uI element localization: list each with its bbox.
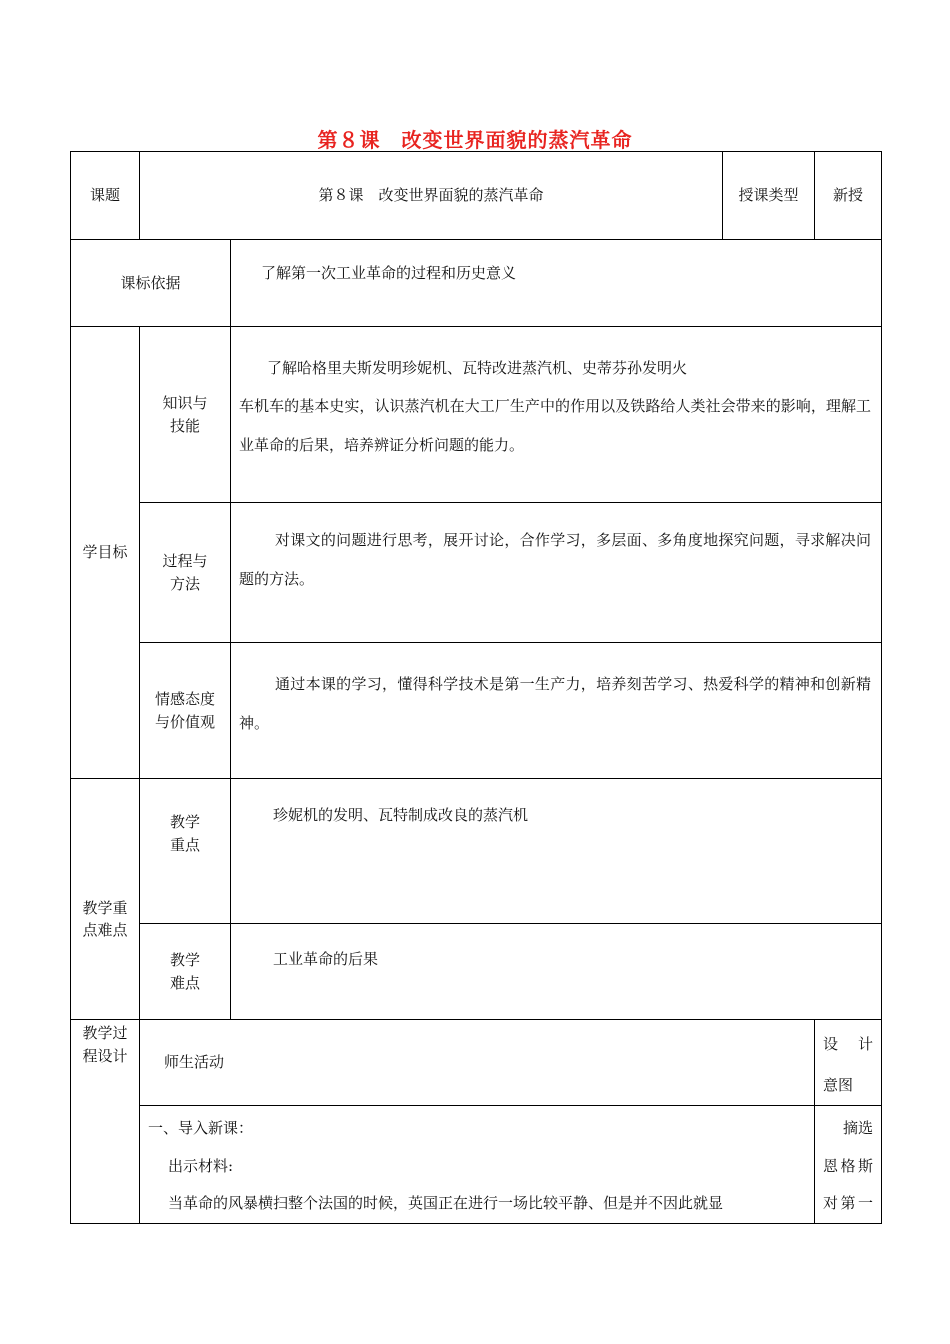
objective-label-line: 过程与 [162,552,208,570]
objective-label-line: 方法 [169,574,200,593]
key-points-label-line: 教学重 [82,898,128,917]
difficulty-row [71,924,882,1020]
key-points-label [71,779,140,1020]
topic-label: 课题 [71,152,140,240]
intro-content [140,1106,815,1224]
topic-row [71,152,882,240]
difficulty-label-line: 难点 [169,973,200,992]
objective-text-process: 对课文的问题进行思考，展开讨论，合作学习，多层面、多角度地探究问题，寻求解决问题的方法。 [231,503,882,643]
difficulty-label [140,924,231,1020]
standard-row [71,240,882,327]
topic-value: 第８课 改变世界面貌的蒸汽革命 [140,152,723,240]
activity-header: 师生活动 [140,1020,815,1106]
objective-label-line: 知识与 [162,394,208,412]
key-points-label-line: 点难点 [82,921,128,939]
objective-label-values [140,643,231,779]
focus-label-line: 教学 [169,813,200,831]
process-header-row [71,1020,882,1106]
intent-header-line: 意图 [823,1075,854,1094]
focus-row [71,779,882,924]
objective-label-line: 技能 [169,416,200,435]
focus-text: 珍妮机的发明、瓦特制成改良的蒸汽机 [231,779,882,924]
process-label [71,1020,140,1224]
objective-label-knowledge [140,327,231,503]
objective-text-rest: 车机车的基本史实，认识蒸汽机在大工厂生产中的作用以及铁路给人类社会带来的影响，理解工业革命的后果，培养辨证分析问题的能力。 [239,397,872,454]
intro-section-title: 一、导入新课： [148,1119,254,1137]
intro-intent-line: 恩格斯 [823,1156,874,1175]
objectives-label: 学目标 [71,327,140,779]
process-label-line: 教学过 [82,1024,128,1042]
difficulty-label-line: 教学 [169,951,200,969]
focus-label [140,779,231,924]
objective-text-line: 了解哈格里夫斯发明珍妮机、瓦特改进蒸汽机、史蒂芬孙发明火 [267,359,688,377]
difficulty-text: 工业革命的后果 [231,924,882,1020]
objective-text-knowledge [231,327,882,503]
process-label-line: 程设计 [82,1046,128,1065]
page-title: 第８课 改变世界面貌的蒸汽革命 [317,128,633,152]
objective-row-process [71,503,882,643]
intro-intent-line: 摘选 [843,1119,874,1137]
lesson-type-value: 新授 [815,152,882,240]
intro-material-label: 出示材料: [168,1156,234,1175]
standard-label: 课标依据 [71,240,231,327]
objective-label-line: 情感态度 [154,690,215,708]
standard-text: 了解第一次工业革命的过程和历史意义 [231,240,882,327]
focus-label-line: 重点 [169,835,200,854]
intro-intent [815,1106,882,1224]
objective-label-line: 与价值观 [154,712,215,731]
intent-header-line: 设 计 [823,1035,874,1053]
intro-intent-line: 对第一 [823,1194,874,1212]
lesson-plan-table [70,151,882,1224]
intent-header [815,1020,882,1106]
objective-row-values [71,643,882,779]
intro-row [71,1106,882,1224]
objective-row-knowledge [71,327,882,503]
objective-text-values: 通过本课的学习，懂得科学技术是第一生产力，培养刻苦学习、热爱科学的精神和创新精神。 [231,643,882,779]
lesson-type-label: 授课类型 [723,152,815,240]
intro-material-text: 当革命的风暴横扫整个法国的时候，英国正在进行一场比较平静、但是并不因此就显 [168,1194,724,1212]
objective-label-process [140,503,231,643]
